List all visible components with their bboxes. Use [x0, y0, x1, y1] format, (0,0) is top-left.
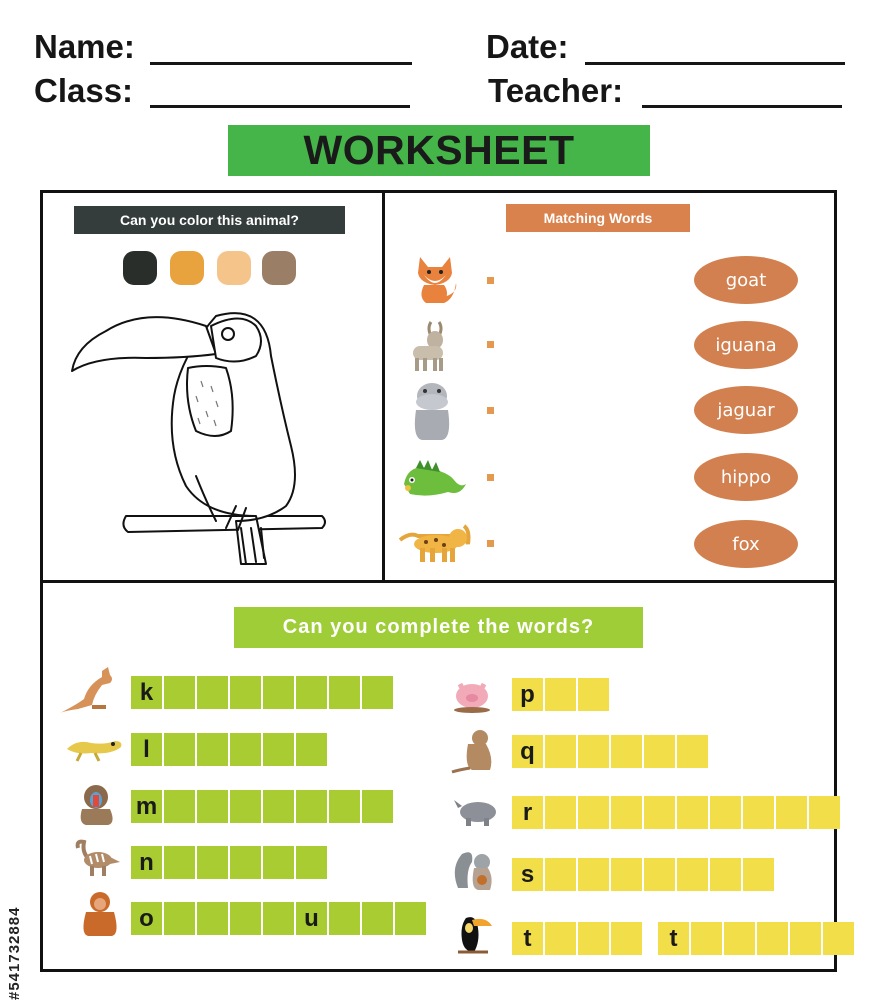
match-dot-5[interactable]: [487, 540, 494, 547]
letter-blank[interactable]: [790, 922, 821, 955]
letter-cell: n: [131, 846, 162, 879]
letter-blank[interactable]: [823, 922, 854, 955]
class-label: Class:: [34, 72, 134, 109]
word-gap: [644, 922, 656, 955]
word-row-lizard: [131, 733, 329, 766]
word-row-mandrill: [131, 790, 395, 823]
letter-blank[interactable]: [611, 796, 642, 829]
letter-blank[interactable]: [578, 735, 609, 768]
letter-blank[interactable]: [611, 858, 642, 891]
letter-blank[interactable]: [230, 790, 261, 823]
word-fox[interactable]: fox: [694, 520, 798, 568]
word-row-toucan: [512, 922, 856, 955]
letter-blank[interactable]: [611, 922, 642, 955]
letter-cell: o: [131, 902, 162, 935]
worksheet-title: WORKSHEET: [303, 127, 575, 173]
letter-blank[interactable]: [164, 846, 195, 879]
match-dot-4[interactable]: [487, 474, 494, 481]
numbat-icon: [72, 838, 122, 878]
hippo-icon: [410, 380, 454, 442]
letter-blank[interactable]: [296, 790, 327, 823]
iguana-icon: [398, 454, 468, 500]
letter-blank[interactable]: [296, 733, 327, 766]
color-swatch-1[interactable]: [123, 251, 157, 285]
letter-blank[interactable]: [743, 796, 774, 829]
pig-icon: [450, 674, 494, 714]
stock-id-watermark: #541732884: [6, 906, 23, 1000]
teacher-line[interactable]: [642, 105, 842, 108]
letter-blank[interactable]: [644, 796, 675, 829]
letter-blank[interactable]: [197, 846, 228, 879]
letter-blank[interactable]: [230, 902, 261, 935]
letter-blank[interactable]: [776, 796, 807, 829]
letter-blank[interactable]: [263, 846, 294, 879]
letter-blank[interactable]: [578, 678, 609, 711]
match-dot-3[interactable]: [487, 407, 494, 414]
letter-blank[interactable]: [578, 858, 609, 891]
letter-blank[interactable]: [197, 676, 228, 709]
letter-blank[interactable]: [545, 735, 576, 768]
match-dot-1[interactable]: [487, 277, 494, 284]
letter-blank[interactable]: [263, 733, 294, 766]
letter-blank[interactable]: [164, 733, 195, 766]
letter-blank[interactable]: [362, 790, 393, 823]
letter-blank[interactable]: [164, 902, 195, 935]
word-goat[interactable]: goat: [694, 256, 798, 304]
word-row-kangaroo: [131, 676, 395, 709]
letter-blank[interactable]: [197, 902, 228, 935]
letter-cell: m: [131, 790, 162, 823]
toucan-icon: [454, 912, 494, 958]
color-swatch-4[interactable]: [262, 251, 296, 285]
letter-blank[interactable]: [578, 922, 609, 955]
word-row-pig: [512, 678, 611, 711]
letter-blank[interactable]: [197, 733, 228, 766]
word-row-rhino: [512, 796, 842, 829]
letter-cell: s: [512, 858, 543, 891]
letter-blank[interactable]: [263, 676, 294, 709]
letter-cell: l: [131, 733, 162, 766]
letter-blank[interactable]: [362, 676, 393, 709]
fox-icon: [410, 253, 460, 305]
letter-blank[interactable]: [710, 796, 741, 829]
word-row-numbat: [131, 846, 329, 879]
word-iguana[interactable]: iguana: [694, 321, 798, 369]
kangaroo-icon: [58, 665, 124, 715]
letter-blank[interactable]: [329, 676, 360, 709]
squirrel-icon: [452, 848, 500, 894]
class-line[interactable]: [150, 105, 410, 108]
letter-blank[interactable]: [263, 902, 294, 935]
letter-blank[interactable]: [230, 676, 261, 709]
letter-blank[interactable]: [545, 858, 576, 891]
letter-blank[interactable]: [545, 678, 576, 711]
letter-blank[interactable]: [362, 902, 393, 935]
letter-blank[interactable]: [545, 922, 576, 955]
letter-cell: u: [296, 902, 327, 935]
toucan-outline-picture[interactable]: [66, 296, 336, 571]
letter-blank[interactable]: [677, 796, 708, 829]
letter-blank[interactable]: [691, 922, 722, 955]
mandrill-icon: [74, 783, 120, 827]
letter-cell: q: [512, 735, 543, 768]
letter-blank[interactable]: [809, 796, 840, 829]
letter-blank[interactable]: [296, 676, 327, 709]
letter-blank[interactable]: [296, 846, 327, 879]
word-row-squirrel: [512, 858, 776, 891]
rhino-icon: [452, 796, 500, 828]
teacher-label: Teacher:: [488, 72, 624, 109]
match-dot-2[interactable]: [487, 341, 494, 348]
letter-blank[interactable]: [644, 735, 675, 768]
worksheet-title-banner: [228, 125, 650, 176]
letter-blank[interactable]: [578, 796, 609, 829]
orangutan-icon: [78, 890, 122, 938]
letter-blank[interactable]: [395, 902, 426, 935]
date-line[interactable]: [585, 62, 845, 65]
word-hippo[interactable]: hippo: [694, 453, 798, 501]
letter-cell: r: [512, 796, 543, 829]
letter-blank[interactable]: [230, 846, 261, 879]
letter-blank[interactable]: [743, 858, 774, 891]
matching-section-heading: Matching Words: [506, 204, 690, 232]
color-swatch-2[interactable]: [170, 251, 204, 285]
letter-blank[interactable]: [329, 902, 360, 935]
letter-blank[interactable]: [197, 790, 228, 823]
goat-icon: [405, 318, 459, 373]
letter-blank[interactable]: [545, 796, 576, 829]
word-row-quokka: [512, 735, 710, 768]
letter-blank[interactable]: [230, 733, 261, 766]
letter-cell: p: [512, 678, 543, 711]
letter-cell: k: [131, 676, 162, 709]
lizard-icon: [65, 733, 123, 763]
letter-blank[interactable]: [757, 922, 788, 955]
color-swatch-3[interactable]: [217, 251, 251, 285]
letter-blank[interactable]: [611, 735, 642, 768]
quokka-icon: [450, 728, 500, 774]
letter-cell: t: [512, 922, 543, 955]
letter-blank[interactable]: [329, 790, 360, 823]
letter-blank[interactable]: [677, 858, 708, 891]
word-jaguar[interactable]: jaguar: [694, 386, 798, 434]
letter-blank[interactable]: [677, 735, 708, 768]
letter-blank[interactable]: [724, 922, 755, 955]
letter-blank[interactable]: [710, 858, 741, 891]
name-line[interactable]: [150, 62, 412, 65]
word-row-orangutan: [131, 902, 428, 935]
letter-blank[interactable]: [263, 790, 294, 823]
letter-blank[interactable]: [164, 790, 195, 823]
complete-section-heading: Can you complete the words?: [234, 607, 643, 648]
color-section-heading: Can you color this animal?: [74, 206, 345, 234]
jaguar-icon: [396, 522, 472, 566]
letter-blank[interactable]: [644, 858, 675, 891]
letter-blank[interactable]: [164, 676, 195, 709]
letter-cell: t: [658, 922, 689, 955]
name-label: Name:: [34, 28, 135, 65]
date-label: Date:: [486, 28, 569, 65]
